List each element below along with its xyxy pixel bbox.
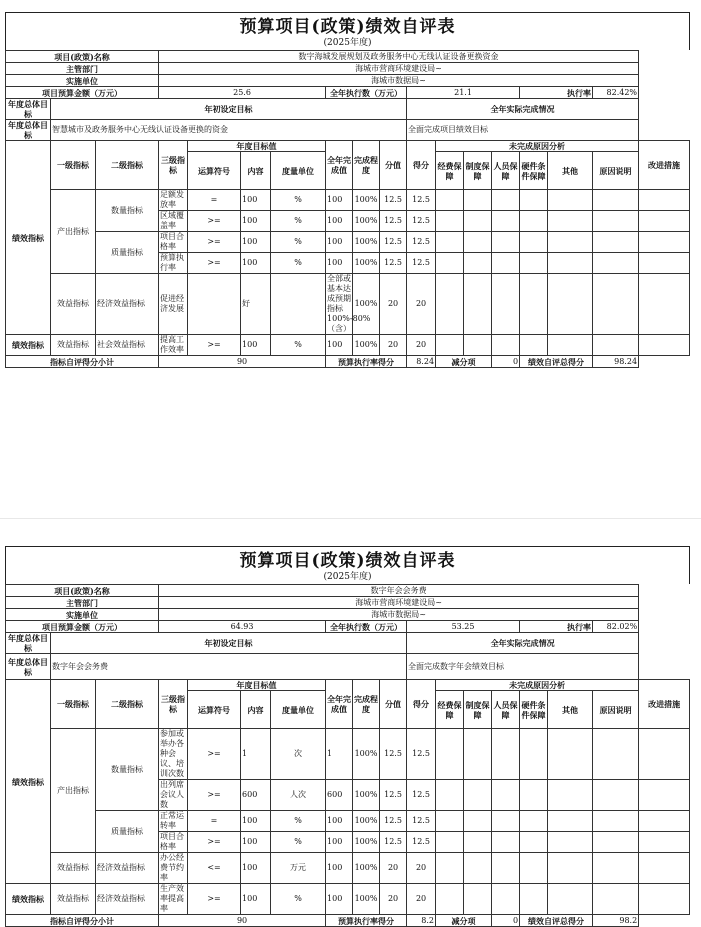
reason-cell: [464, 232, 492, 253]
content-cell: 600: [241, 780, 271, 811]
col-op: 运算符号: [188, 152, 241, 190]
score-cell: 12.5: [407, 832, 436, 853]
score-cell: 12.5: [407, 232, 436, 253]
done-cell: 100: [326, 832, 353, 853]
self-score-label: 指标自评得分小计: [6, 915, 159, 927]
col-lvl2: 二级指标: [96, 680, 159, 729]
col-r5: 其他: [548, 152, 593, 190]
reason-cell: [464, 253, 492, 274]
reason-cell: [436, 729, 464, 780]
form-title: 预算项目(政策)绩效自评表: [239, 551, 456, 571]
impl-label: 实施单位: [6, 609, 159, 621]
pts-cell: 20: [380, 853, 407, 884]
pts-cell: 12.5: [380, 232, 407, 253]
reason-cell: [464, 729, 492, 780]
col-lvl3: 三级指标: [159, 141, 188, 190]
reason-cell: [492, 232, 520, 253]
col-r4: 硬件条件保障: [520, 691, 548, 729]
reason-cell: [593, 232, 639, 253]
unit-cell: %: [271, 335, 326, 356]
reason-cell: [548, 274, 593, 335]
score-cell: 20: [407, 335, 436, 356]
pts-cell: 12.5: [380, 811, 407, 832]
indicator-name: 正常运转率: [159, 811, 188, 832]
col-r4: 硬件条件保障: [520, 152, 548, 190]
reason-cell: [639, 832, 690, 853]
form-year: (2025年度): [323, 38, 372, 48]
done-cell: 100: [326, 190, 353, 211]
reason-cell: [520, 729, 548, 780]
col-op: 运算符号: [188, 691, 241, 729]
reason-cell: [520, 780, 548, 811]
indicator-name: 预算执行率: [159, 253, 188, 274]
reason-cell: [639, 335, 690, 356]
col-done-deg: 完成程度: [353, 141, 380, 190]
annual-goal-label: 年度总体目标: [6, 633, 51, 654]
total-label: 绩效自评总得分: [520, 915, 593, 927]
score-cell: 20: [407, 274, 436, 335]
unit-cell: %: [271, 832, 326, 853]
goal-text: 数字年会会务费: [51, 654, 407, 680]
content-cell: 100: [241, 232, 271, 253]
pts-cell: 12.5: [380, 832, 407, 853]
form-1: [5, 12, 690, 368]
op-cell: >=: [188, 780, 241, 811]
deg-cell: 100%: [353, 274, 380, 335]
col-done-value: 全年完成值: [326, 141, 353, 190]
reason-cell: [520, 335, 548, 356]
reason-cell: [548, 335, 593, 356]
op-cell: <=: [188, 853, 241, 884]
group-name: 经济效益指标: [96, 274, 159, 335]
benefit-label: 效益指标: [51, 335, 96, 356]
reason-cell: [639, 811, 690, 832]
output-label: 产出指标: [51, 729, 96, 853]
reason-cell: [492, 190, 520, 211]
col-lvl1: 一级指标: [51, 141, 96, 190]
content-cell: 100: [241, 211, 271, 232]
unit-cell: %: [271, 190, 326, 211]
exec-value: 53.25: [407, 621, 520, 633]
content-cell: 100: [241, 853, 271, 884]
unit-cell: %: [271, 232, 326, 253]
score-cell: 20: [407, 884, 436, 915]
reason-cell: [464, 780, 492, 811]
reason-cell: [593, 335, 639, 356]
self-score-label: 指标自评得分小计: [6, 356, 159, 368]
reason-cell: [436, 811, 464, 832]
op-cell: >=: [188, 832, 241, 853]
total-score: 98.24: [593, 356, 639, 368]
reason-cell: [492, 729, 520, 780]
reason-cell: [520, 274, 548, 335]
done-cell: 1: [326, 729, 353, 780]
col-r1: 经费保障: [436, 691, 464, 729]
col-reason: 未完成原因分析: [436, 680, 639, 691]
reason-cell: [436, 190, 464, 211]
unit-cell: 人次: [271, 780, 326, 811]
reason-cell: [593, 811, 639, 832]
exec-score: 8.2: [407, 915, 436, 927]
exec-score-label: 预算执行率得分: [326, 915, 407, 927]
self-score: 90: [159, 915, 326, 927]
reason-cell: [639, 884, 690, 915]
content-cell: 好: [241, 274, 271, 335]
reason-cell: [492, 832, 520, 853]
exec-score: 8.24: [407, 356, 436, 368]
col-unit: 度量单位: [271, 691, 326, 729]
col-score-pts: 分值: [380, 141, 407, 190]
reason-cell: [464, 832, 492, 853]
group-name: 社会效益指标: [96, 335, 159, 356]
total-label: 绩效自评总得分: [520, 356, 593, 368]
perf-label: 绩效指标: [6, 335, 51, 356]
reason-cell: [492, 335, 520, 356]
exec-label: 全年执行数（万元）: [326, 621, 407, 633]
reason-cell: [492, 253, 520, 274]
reason-cell: [436, 884, 464, 915]
reason-cell: [464, 274, 492, 335]
score-cell: 12.5: [407, 811, 436, 832]
reason-cell: [593, 211, 639, 232]
col-improve: 改进措施: [639, 680, 690, 729]
reason-cell: [436, 253, 464, 274]
reason-cell: [593, 190, 639, 211]
reason-cell: [520, 853, 548, 884]
pts-cell: 12.5: [380, 780, 407, 811]
dept-label: 主管部门: [6, 63, 159, 75]
reason-cell: [492, 211, 520, 232]
benefit-label: 效益指标: [51, 884, 96, 915]
deg-cell: 100%: [353, 832, 380, 853]
reason-cell: [492, 884, 520, 915]
pts-cell: 12.5: [380, 253, 407, 274]
col-content: 内容: [241, 691, 271, 729]
content-cell: 1: [241, 729, 271, 780]
col-content: 内容: [241, 152, 271, 190]
indicator-name: 促进经济发展: [159, 274, 188, 335]
perf-label: 绩效指标: [6, 141, 51, 335]
budget-value: 64.93: [159, 621, 326, 633]
group-name: 数量指标: [96, 190, 159, 232]
reason-cell: [436, 832, 464, 853]
reason-cell: [492, 811, 520, 832]
actual-text: 全面完成数字年会绩效目标: [407, 654, 639, 680]
reason-cell: [520, 232, 548, 253]
op-cell: >=: [188, 253, 241, 274]
impl-value: 海城市数据局~: [159, 75, 639, 87]
group-name: 数量指标: [96, 729, 159, 811]
performance-table: [5, 584, 690, 927]
op-cell: >=: [188, 211, 241, 232]
pts-cell: 12.5: [380, 190, 407, 211]
reason-cell: [520, 253, 548, 274]
benefit-label: 效益指标: [51, 853, 96, 884]
done-cell: 100: [326, 884, 353, 915]
annual-goal-label: 年度总体目标: [6, 99, 51, 120]
content-cell: 100: [241, 832, 271, 853]
performance-table: [5, 50, 690, 368]
col-r3: 人员保障: [492, 152, 520, 190]
reason-cell: [593, 729, 639, 780]
reason-cell: [436, 274, 464, 335]
col-r1: 经费保障: [436, 152, 464, 190]
unit-cell: [271, 274, 326, 335]
budget-label: 项目预算金额（万元）: [6, 621, 159, 633]
pts-cell: 20: [380, 884, 407, 915]
deg-cell: 100%: [353, 884, 380, 915]
project-name: 数字海城发展规划及政务服务中心无线认证设备更换资金: [159, 51, 639, 63]
op-cell: >=: [188, 729, 241, 780]
content-cell: 100: [241, 335, 271, 356]
content-cell: 100: [241, 190, 271, 211]
reason-cell: [492, 780, 520, 811]
reason-cell: [639, 729, 690, 780]
content-cell: 100: [241, 253, 271, 274]
reason-cell: [464, 853, 492, 884]
col-improve: 改进措施: [639, 141, 690, 190]
form-year: (2025年度): [323, 572, 372, 582]
reason-cell: [548, 884, 593, 915]
op-cell: >=: [188, 335, 241, 356]
dept-label: 主管部门: [6, 597, 159, 609]
score-cell: 12.5: [407, 729, 436, 780]
form-title: 预算项目(政策)绩效自评表: [239, 17, 456, 37]
reason-cell: [548, 832, 593, 853]
col-lvl3: 三级指标: [159, 680, 188, 729]
col-r6: 原因说明: [593, 152, 639, 190]
reason-cell: [593, 780, 639, 811]
done-cell: 全部或基本达成预期指标100%-80%（含）: [327, 274, 371, 333]
reason-cell: [520, 811, 548, 832]
col-done-value: 全年完成值: [326, 680, 353, 729]
rate-label: 执行率: [520, 87, 593, 99]
deduct-value: 0: [492, 356, 520, 368]
done-cell: 100: [326, 811, 353, 832]
col-target: 年度目标值: [188, 141, 326, 152]
budget-value: 25.6: [159, 87, 326, 99]
reason-cell: [639, 253, 690, 274]
reason-cell: [464, 884, 492, 915]
reason-cell: [548, 190, 593, 211]
form-title-box: [5, 12, 690, 50]
rate-value: 82.42%: [593, 87, 639, 99]
reason-cell: [639, 190, 690, 211]
reason-cell: [520, 832, 548, 853]
exec-value: 21.1: [407, 87, 520, 99]
impl-label: 实施单位: [6, 75, 159, 87]
reason-cell: [436, 853, 464, 884]
score-cell: 20: [407, 853, 436, 884]
done-cell: 100: [326, 335, 353, 356]
indicator-name: 办公经费节约率: [159, 853, 188, 884]
indicator-name: 提高工作效率: [159, 335, 188, 356]
reason-cell: [593, 832, 639, 853]
reason-cell: [436, 232, 464, 253]
reason-cell: [639, 780, 690, 811]
project-name-label: 项目(政策)名称: [6, 585, 159, 597]
col-score-pts: 分值: [380, 680, 407, 729]
deg-cell: 100%: [353, 853, 380, 884]
col-score: 得分: [407, 680, 436, 729]
deg-cell: 100%: [353, 729, 380, 780]
content-cell: 100: [241, 884, 271, 915]
reason-cell: [436, 211, 464, 232]
deg-cell: 100%: [353, 211, 380, 232]
reason-cell: [593, 853, 639, 884]
perf-label: 绩效指标: [6, 680, 51, 884]
done-cell: 100: [326, 853, 353, 884]
col-r3: 人员保障: [492, 691, 520, 729]
reason-cell: [492, 274, 520, 335]
col-target: 年度目标值: [188, 680, 326, 691]
indicator-name: 足额发放率: [159, 190, 188, 211]
output-label: 产出指标: [51, 190, 96, 274]
pts-cell: 20: [380, 274, 407, 335]
deduct-value: 0: [492, 915, 520, 927]
form-title-box: [5, 546, 690, 584]
reason-cell: [593, 884, 639, 915]
project-name-label: 项目(政策)名称: [6, 51, 159, 63]
op-cell: =: [188, 190, 241, 211]
project-name: 数字年会会务费: [159, 585, 639, 597]
reason-cell: [548, 811, 593, 832]
reason-cell: [639, 853, 690, 884]
benefit-label: 效益指标: [51, 274, 96, 335]
score-cell: 12.5: [407, 211, 436, 232]
page-divider: [0, 518, 701, 519]
dept-value: 海城市营商环境建设局~: [159, 597, 639, 609]
reason-cell: [464, 211, 492, 232]
op-cell: >=: [188, 884, 241, 915]
reason-cell: [520, 190, 548, 211]
op-cell: =: [188, 811, 241, 832]
reason-cell: [548, 211, 593, 232]
col-r2: 制度保障: [464, 691, 492, 729]
unit-cell: %: [271, 211, 326, 232]
col-lvl1: 一级指标: [51, 680, 96, 729]
actual-text: 全面完成项目绩效目标: [407, 120, 639, 141]
reason-cell: [520, 211, 548, 232]
unit-cell: 万元: [271, 853, 326, 884]
goal-text: 智慧城市及政务服务中心无线认证设备更换的资金: [51, 120, 407, 141]
total-score: 98.2: [593, 915, 639, 927]
deg-cell: 100%: [353, 780, 380, 811]
reason-cell: [464, 811, 492, 832]
score-cell: 12.5: [407, 780, 436, 811]
deg-cell: 100%: [353, 335, 380, 356]
col-score: 得分: [407, 141, 436, 190]
group-name: 经济效益指标: [96, 853, 159, 884]
content-cell: 100: [241, 811, 271, 832]
score-cell: 12.5: [407, 253, 436, 274]
reason-cell: [436, 335, 464, 356]
op-cell: >=: [188, 232, 241, 253]
indicator-name: 区域覆盖率: [159, 211, 188, 232]
self-score: 90: [159, 356, 326, 368]
deg-cell: 100%: [353, 232, 380, 253]
deduct-label: 减分项: [436, 356, 492, 368]
deg-cell: 100%: [353, 190, 380, 211]
deg-cell: 100%: [353, 253, 380, 274]
indicator-name: 生产效率提高率: [159, 884, 188, 915]
reason-cell: [548, 232, 593, 253]
done-cell: 600: [326, 780, 353, 811]
pts-cell: 12.5: [380, 729, 407, 780]
indicator-name: 参加或举办各种会议、培训次数: [159, 729, 188, 780]
actual-label: 全年实际完成情况: [407, 633, 639, 654]
unit-cell: %: [271, 884, 326, 915]
deduct-label: 减分项: [436, 915, 492, 927]
reason-cell: [548, 853, 593, 884]
col-unit: 度量单位: [271, 152, 326, 190]
col-r5: 其他: [548, 691, 593, 729]
perf-label: 绩效指标: [6, 884, 51, 915]
done-cell: 100: [326, 232, 353, 253]
reason-cell: [639, 232, 690, 253]
done-cell: 100: [326, 211, 353, 232]
impl-value: 海城市数据局~: [159, 609, 639, 621]
col-r2: 制度保障: [464, 152, 492, 190]
group-name: 质量指标: [96, 811, 159, 853]
col-r6: 原因说明: [593, 691, 639, 729]
rate-value: 82.02%: [593, 621, 639, 633]
done-cell: 100: [326, 253, 353, 274]
reason-cell: [436, 780, 464, 811]
exec-score-label: 预算执行率得分: [326, 356, 407, 368]
reason-cell: [548, 729, 593, 780]
annual-goal-label: 年度总体目标: [6, 654, 51, 680]
pts-cell: 12.5: [380, 211, 407, 232]
annual-goal-label: 年度总体目标: [6, 120, 51, 141]
form-2: [5, 546, 690, 927]
unit-cell: %: [271, 811, 326, 832]
reason-cell: [520, 884, 548, 915]
score-cell: 12.5: [407, 190, 436, 211]
reason-cell: [639, 211, 690, 232]
budget-label: 项目预算金额（万元）: [6, 87, 159, 99]
dept-value: 海城市营商环境建设局~: [159, 63, 639, 75]
reason-cell: [548, 253, 593, 274]
col-lvl2: 二级指标: [96, 141, 159, 190]
reason-cell: [492, 853, 520, 884]
op-cell: [188, 274, 241, 335]
reason-cell: [639, 274, 690, 335]
reason-cell: [464, 335, 492, 356]
initial-goal-label: 年初设定目标: [51, 99, 407, 120]
rate-label: 执行率: [520, 621, 593, 633]
group-name: 质量指标: [96, 232, 159, 274]
actual-label: 全年实际完成情况: [407, 99, 639, 120]
unit-cell: 次: [271, 729, 326, 780]
reason-cell: [464, 190, 492, 211]
col-done-deg: 完成程度: [353, 680, 380, 729]
indicator-name: 项目合格率: [159, 232, 188, 253]
unit-cell: %: [271, 253, 326, 274]
deg-cell: 100%: [353, 811, 380, 832]
reason-cell: [593, 253, 639, 274]
group-name: 经济效益指标: [96, 884, 159, 915]
indicator-name: 项目合格率: [159, 832, 188, 853]
pts-cell: 20: [380, 335, 407, 356]
indicator-name: 出列席会议人数: [159, 780, 188, 811]
col-reason: 未完成原因分析: [436, 141, 639, 152]
reason-cell: [593, 274, 639, 335]
initial-goal-label: 年初设定目标: [51, 633, 407, 654]
exec-label: 全年执行数（万元）: [326, 87, 407, 99]
reason-cell: [548, 780, 593, 811]
